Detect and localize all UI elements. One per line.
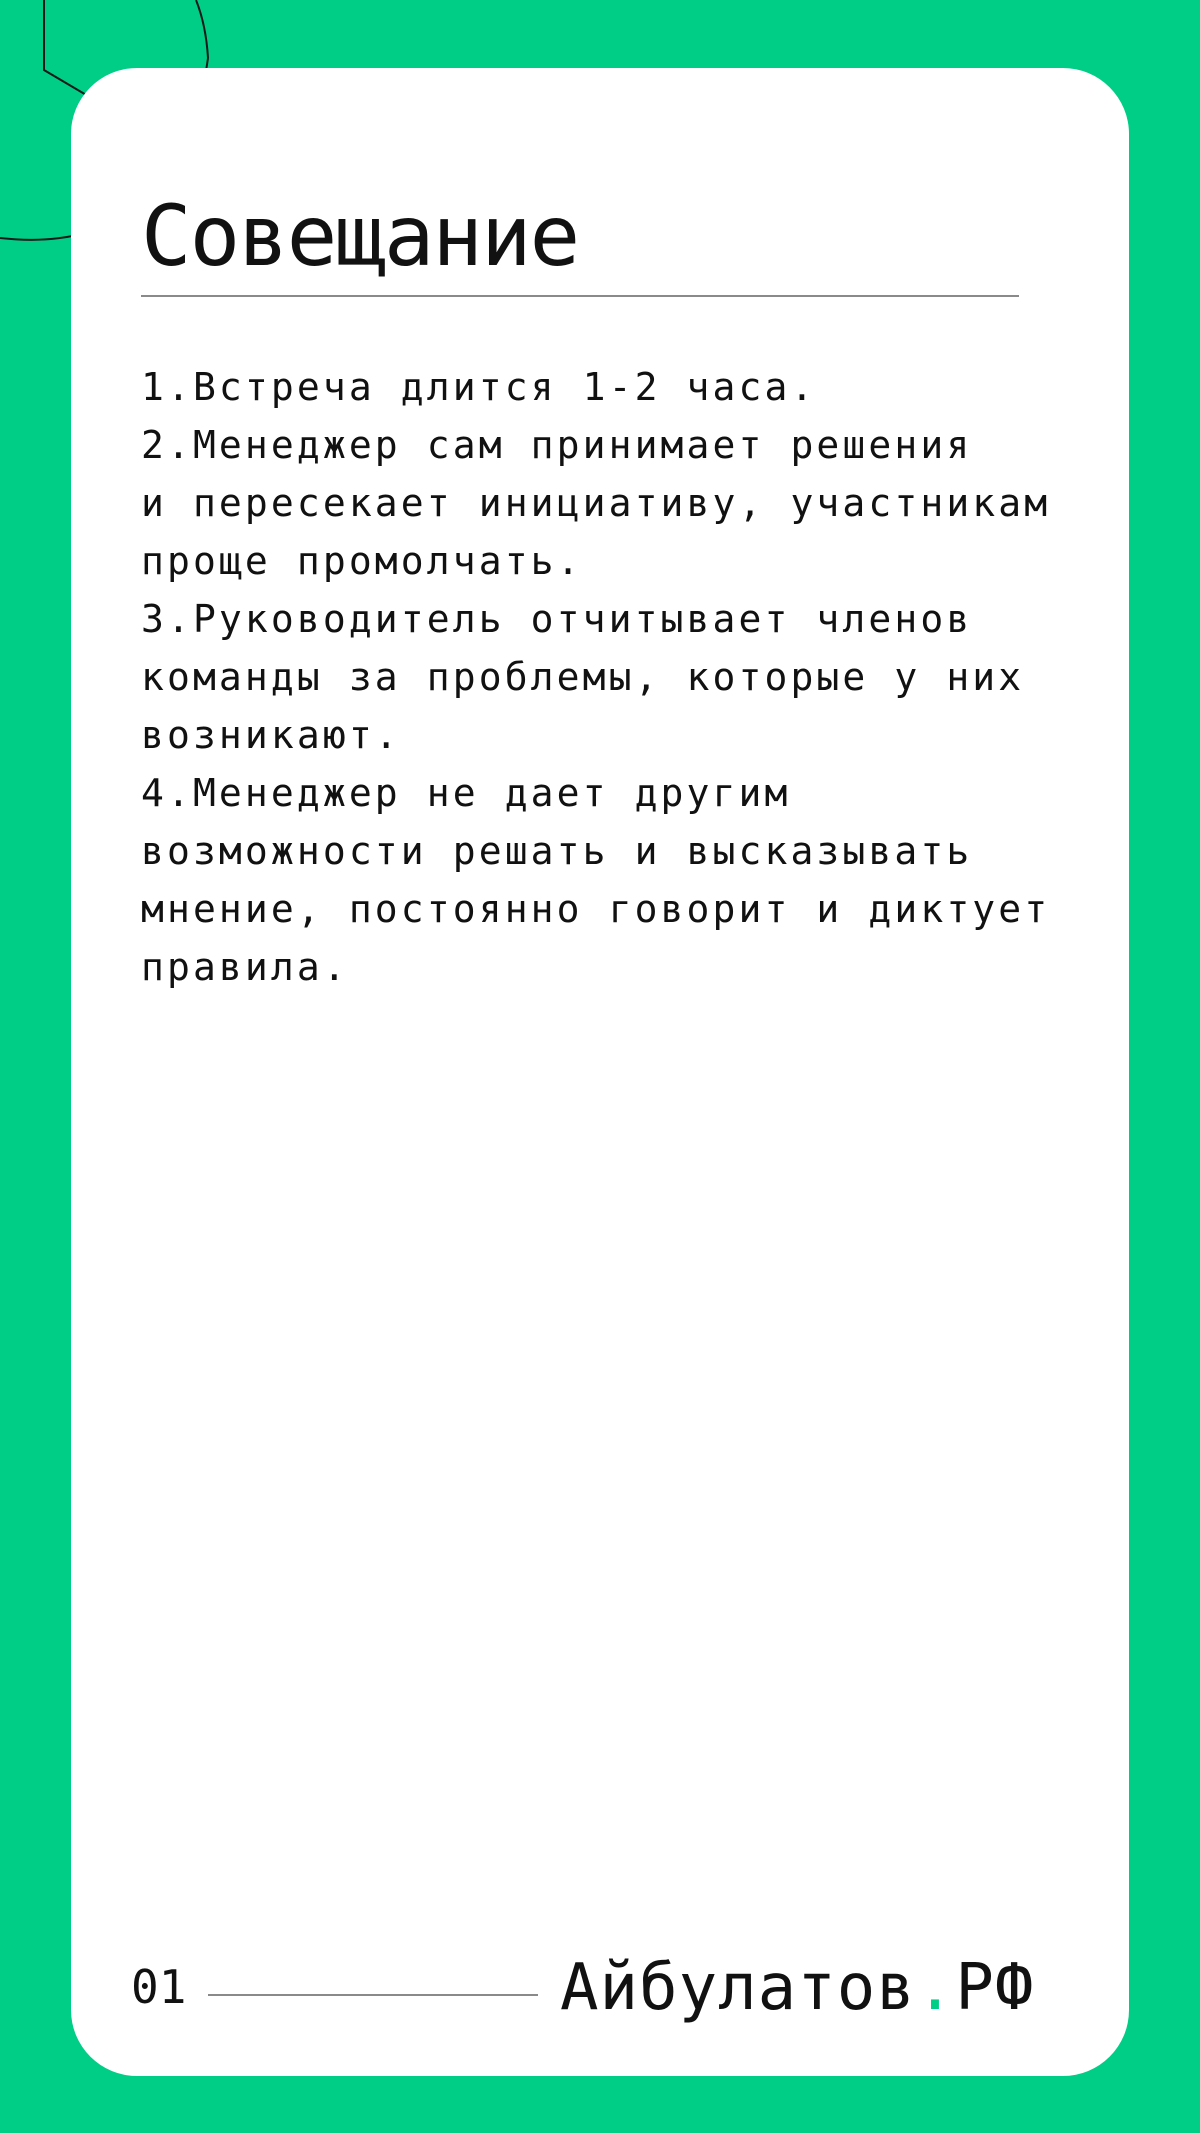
brand-dot: . — [915, 1951, 956, 2025]
list-item — [141, 590, 1050, 764]
brand-logo — [560, 1951, 1035, 2025]
footer-divider — [208, 1994, 538, 1996]
list-item — [141, 764, 1050, 996]
brand-suffix: РФ — [955, 1951, 1035, 2025]
page-number: 01 — [131, 1960, 187, 2014]
item-line: правила. — [141, 945, 349, 989]
item-line: возникают. — [141, 713, 401, 757]
item-line: 2.Менеджер сам принимает решения — [141, 423, 973, 467]
item-line: проще промолчать. — [141, 539, 583, 583]
item-line: 3.Руководитель отчитывает членов — [141, 597, 973, 641]
item-line: и пересекает инициативу, участникам — [141, 481, 1051, 525]
item-line: команды за проблемы, которые у них — [141, 655, 1025, 699]
item-line: 1.Встреча длится 1-2 часа. — [141, 365, 817, 409]
meeting-points-list — [141, 358, 1050, 996]
page-title: Совещание — [141, 187, 579, 285]
item-line: мнение, постоянно говорит и диктует — [141, 887, 1051, 931]
title-divider — [141, 295, 1019, 297]
item-line: возможности решать и высказывать — [141, 829, 973, 873]
list-item — [141, 358, 1050, 416]
brand-name: Айбулатов — [560, 1951, 916, 2025]
item-line: 4.Менеджер не дает другим — [141, 771, 791, 815]
list-item — [141, 416, 1050, 590]
content-card — [71, 68, 1129, 2076]
